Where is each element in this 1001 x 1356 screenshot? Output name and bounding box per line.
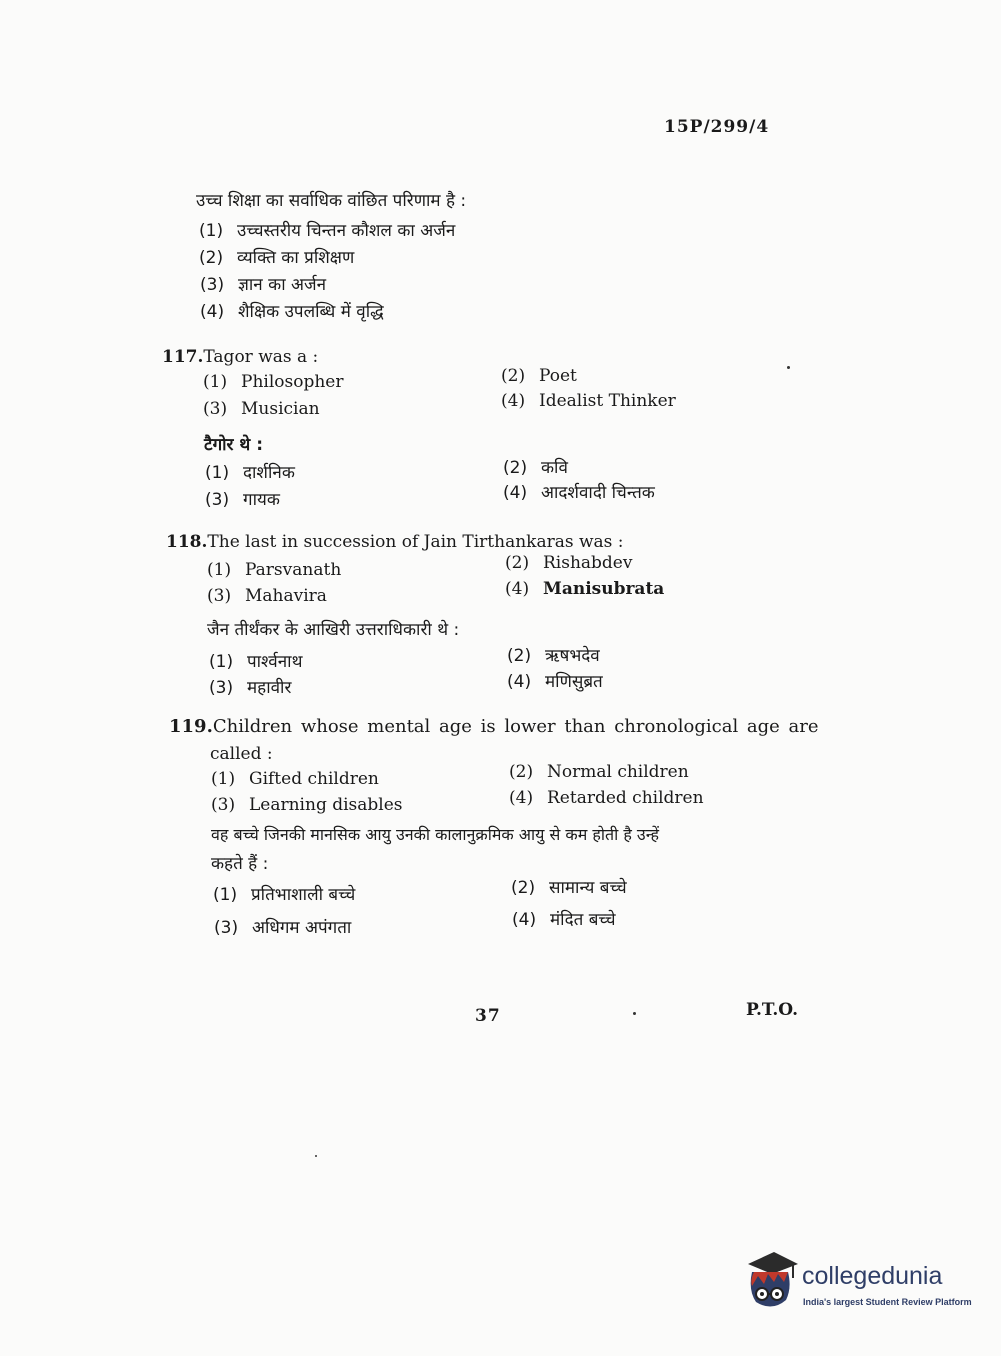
q118-option-2-en: (2) Rishabdev: [505, 553, 633, 573]
q118-option-2-hi: (2) ऋषभदेव: [507, 646, 600, 666]
q119-question-hi-line2: कहते हैं :: [211, 854, 269, 874]
q117-option-4-en: (4) Idealist Thinker: [501, 391, 676, 411]
q118-option-3-en: (3) Mahavira: [207, 586, 327, 606]
q118-option-1-hi: (1) पार्श्वनाथ: [209, 652, 303, 672]
q118-question-hi: जैन तीर्थंकर के आखिरी उत्तराधिकारी थे :: [207, 620, 460, 640]
pto-label: P.T.O.: [746, 1000, 798, 1020]
q117-option-3-hi: (3) गायक: [205, 490, 280, 510]
q119-option-2-en: (2) Normal children: [509, 762, 689, 782]
mascot-icon: [742, 1250, 800, 1312]
q116-option-3-hi: (3) ज्ञान का अर्जन: [200, 275, 327, 295]
q116-option-1-hi: (1) उच्चस्तरीय चिन्तन कौशल का अर्जन: [199, 221, 456, 241]
q117-option-4-hi: (4) आदर्शवादी चिन्तक: [503, 483, 655, 503]
logo-tagline: India's largest Student Review Platform: [803, 1297, 972, 1307]
q116-question-hi: उच्च शिक्षा का सर्वाधिक वांछित परिणाम है :: [196, 191, 467, 211]
speck: [787, 366, 790, 369]
q117-option-1-hi: (1) दार्शनिक: [205, 463, 295, 483]
q119-question-en-line2: called :: [210, 744, 273, 764]
q117-question-hi: टैगोर थे :: [204, 435, 263, 455]
q118-option-3-hi: (3) महावीर: [209, 678, 292, 698]
q118-option-4-hi: (4) मणिसुब्रत: [507, 672, 603, 692]
page-number: 37: [475, 1006, 501, 1026]
speck: [633, 1012, 636, 1015]
q117-option-2-hi: (2) कवि: [503, 458, 568, 478]
q119-question-en-line1: 119.Children whose mental age is lower than chronological age are: [169, 716, 819, 737]
q117-question-en: 117.Tagor was a :: [162, 347, 319, 367]
q119-option-3-hi: (3) अधिगम अपंगता: [214, 918, 352, 938]
q119-option-1-en: (1) Gifted children: [211, 769, 379, 789]
q116-option-4-hi: (4) शैक्षिक उपलब्धि में वृद्धि: [200, 302, 384, 322]
q119-option-4-en: (4) Retarded children: [509, 788, 704, 808]
q116-option-2-hi: (2) व्यक्ति का प्रशिक्षण: [199, 248, 355, 268]
collegedunia-logo: [742, 1250, 972, 1320]
q118-option-4-en: (4) Manisubrata: [505, 579, 665, 599]
paper-code: 15P/299/4: [664, 117, 770, 137]
q119-option-1-hi: (1) प्रतिभाशाली बच्चे: [213, 885, 356, 905]
speck: [315, 1155, 317, 1157]
q119-question-hi-line1: वह बच्चे जिनकी मानसिक आयु उनकी कालानुक्रमिक आयु से कम होती है उन्हें: [211, 825, 659, 844]
q118-option-1-en: (1) Parsvanath: [207, 560, 342, 580]
q119-option-3-en: (3) Learning disables: [211, 795, 403, 815]
q117-option-3-en: (3) Musician: [203, 399, 320, 419]
logo-name: collegedunia: [802, 1262, 943, 1290]
q119-option-4-hi: (4) मंदित बच्चे: [512, 910, 616, 930]
q117-option-1-en: (1) Philosopher: [203, 372, 344, 392]
q117-option-2-en: (2) Poet: [501, 366, 577, 386]
q118-question-en: 118.The last in succession of Jain Tirthankaras was :: [166, 532, 624, 552]
q119-option-2-hi: (2) सामान्य बच्चे: [511, 878, 627, 898]
